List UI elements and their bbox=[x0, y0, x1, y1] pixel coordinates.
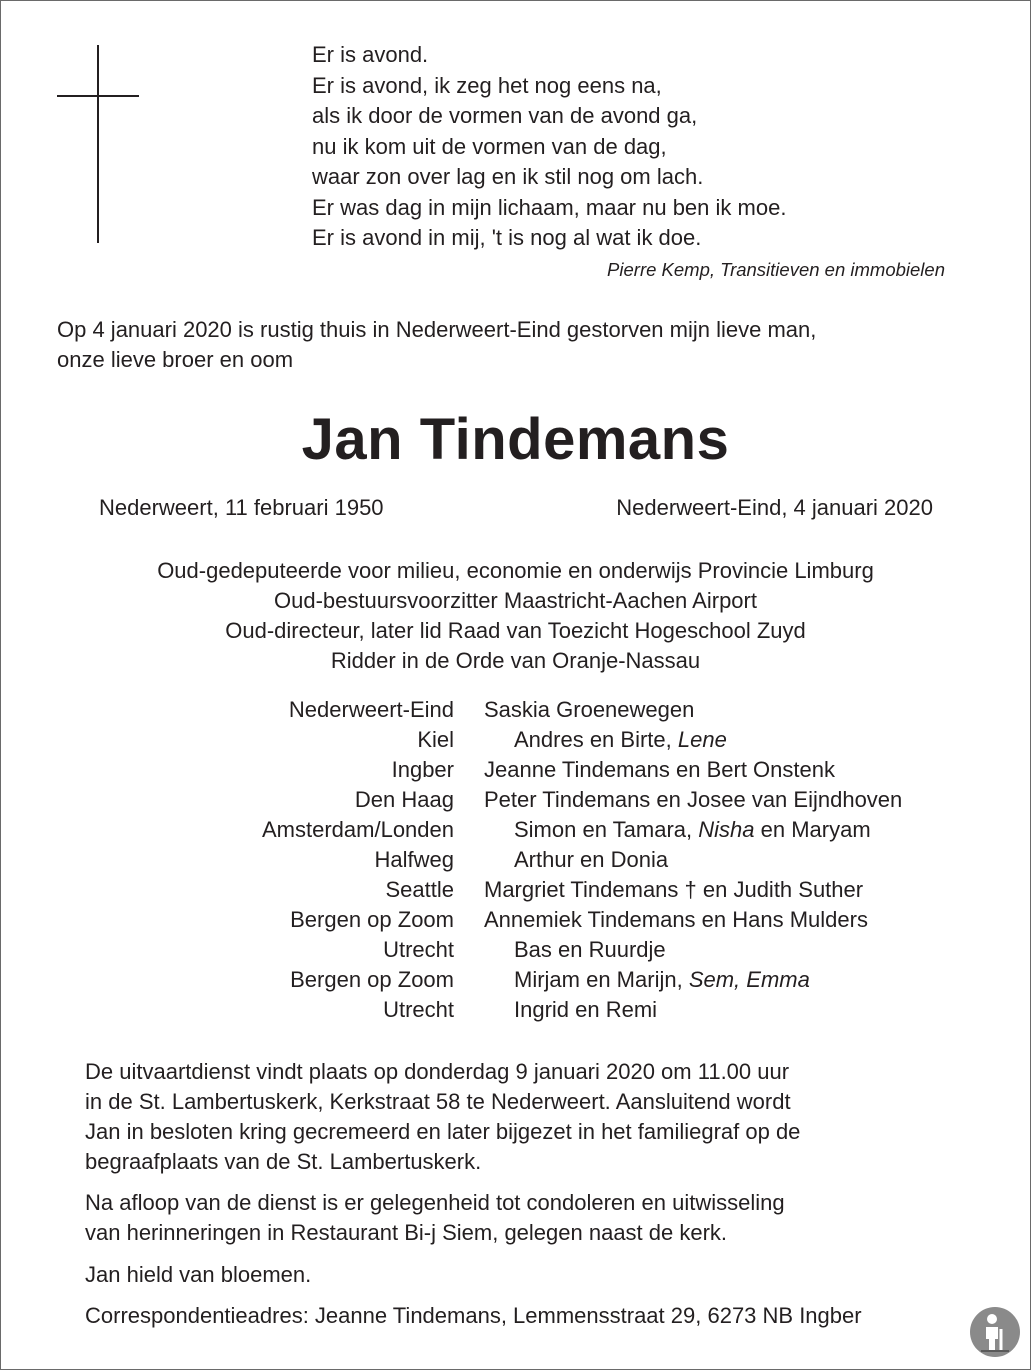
family-place: Kiel bbox=[417, 727, 454, 752]
poem-line: Er is avond. bbox=[312, 42, 429, 67]
poem-line: Er was dag in mijn lichaam, maar nu ben ik moe. bbox=[312, 194, 787, 220]
family-names: Margriet Tindemans † en Judith Suther bbox=[484, 877, 864, 902]
cross-horizontal-bar bbox=[57, 95, 139, 97]
family-row bbox=[0, 725, 1031, 755]
family-place: Halfweg bbox=[374, 847, 454, 872]
family-names: Peter Tindemans en Josee van Eijndhoven bbox=[484, 787, 903, 812]
family-place: Seattle bbox=[385, 877, 454, 902]
poem-line: Er is avond, ik zeg het nog eens na, bbox=[312, 72, 662, 98]
correspondence-address: Correspondentieadres: Jeanne Tindemans, Lemmensstraat 29, 6273 NB Ingber bbox=[85, 1303, 862, 1328]
family-list bbox=[0, 695, 1031, 1025]
family-names: Arthur en Donia bbox=[514, 847, 669, 872]
poem bbox=[312, 40, 786, 254]
family-row bbox=[0, 905, 1031, 935]
family-names: Andres en Birte, Lene bbox=[514, 727, 727, 752]
title-line: Ridder in de Orde van Oranje-Nassau bbox=[330, 648, 701, 673]
condolence-paragraph bbox=[85, 1188, 785, 1248]
grandchild-name: Sem, Emma bbox=[688, 967, 810, 992]
family-place: Amsterdam/Londen bbox=[262, 817, 454, 842]
family-place: Den Haag bbox=[354, 787, 454, 812]
poem-line: Er is avond in mij, 't is nog al wat ik doe. bbox=[312, 225, 702, 250]
poem-line: waar zon over lag en ik stil nog om lach. bbox=[312, 164, 704, 189]
deceased-name: Jan Tindemans bbox=[301, 407, 730, 472]
grandchild-name: Lene bbox=[677, 727, 727, 752]
family-row bbox=[0, 965, 1031, 995]
intro-line: onze lieve broer en oom bbox=[57, 347, 294, 372]
grandchild-name: Nisha bbox=[698, 817, 755, 842]
flowers-note: Jan hield van bloemen. bbox=[85, 1262, 312, 1287]
family-row bbox=[0, 755, 1031, 785]
family-row bbox=[0, 935, 1031, 965]
poem-attribution: Pierre Kemp, Transitieven en immobielen bbox=[607, 259, 945, 280]
title-line: Oud-gedeputeerde voor milieu, economie en onderwijs Provincie Limburg bbox=[157, 558, 874, 583]
service-paragraph bbox=[85, 1057, 800, 1177]
family-row bbox=[0, 815, 1031, 845]
family-names: Jeanne Tindemans en Bert Onstenk bbox=[484, 757, 835, 782]
family-row bbox=[0, 845, 1031, 875]
service-line: in de St. Lambertuskerk, Kerkstraat 58 te Nederweert. Aansluitend wordt bbox=[85, 1089, 791, 1114]
condolence-line: Na afloop van de dienst is er gelegenheid tot condoleren en uitwisseling bbox=[85, 1190, 785, 1215]
family-place: Bergen op Zoom bbox=[290, 907, 454, 932]
intro-line: Op 4 januari 2020 is rustig thuis in Nederweert-Eind gestorven mijn lieve man, bbox=[57, 317, 817, 342]
family-place: Ingber bbox=[391, 757, 454, 782]
birth-place-date: Nederweert, 11 februari 1950 bbox=[99, 495, 384, 520]
title-line: Oud-directeur, later lid Raad van Toezicht Hogeschool Zuyd bbox=[225, 618, 806, 643]
family-place: Utrecht bbox=[383, 937, 454, 962]
intro-text bbox=[57, 315, 816, 375]
cross-vertical-bar bbox=[97, 45, 99, 243]
poem-line: als ik door de vormen van de avond ga, bbox=[312, 103, 698, 128]
person-figure-icon bbox=[970, 1307, 1020, 1357]
family-place: Bergen op Zoom bbox=[290, 967, 454, 992]
service-line: Jan in besloten kring gecremeerd en later bijgezet in het familiegraf op de bbox=[85, 1119, 801, 1144]
service-line: De uitvaartdienst vindt plaats op donderdag 9 januari 2020 om 11.00 uur bbox=[85, 1059, 790, 1084]
family-names: Annemiek Tindemans en Hans Mulders bbox=[484, 907, 868, 932]
service-line: begraafplaats van de St. Lambertuskerk. bbox=[85, 1149, 482, 1174]
family-row bbox=[0, 695, 1031, 725]
family-names: Simon en Tamara, Nisha en Maryam bbox=[514, 817, 871, 842]
family-names: Mirjam en Marijn, Sem, Emma bbox=[514, 967, 810, 992]
family-names: Bas en Ruurdje bbox=[514, 937, 666, 962]
titles-list bbox=[0, 556, 1031, 676]
family-names: Ingrid en Remi bbox=[514, 997, 658, 1022]
poem-line: nu ik kom uit de vormen van de dag, bbox=[312, 133, 667, 159]
family-place: Utrecht bbox=[383, 997, 454, 1022]
death-place-date: Nederweert-Eind, 4 januari 2020 bbox=[616, 495, 933, 520]
family-names: Saskia Groenewegen bbox=[484, 697, 695, 722]
publisher-logo-icon bbox=[970, 1307, 1020, 1357]
family-row bbox=[0, 785, 1031, 815]
family-row bbox=[0, 995, 1031, 1025]
condolence-line: van herinneringen in Restaurant Bi-j Siem, gelegen naast de kerk. bbox=[85, 1220, 728, 1245]
title-line: Oud-bestuursvoorzitter Maastricht-Aachen Airport bbox=[274, 588, 757, 613]
family-row bbox=[0, 875, 1031, 905]
family-place: Nederweert-Eind bbox=[288, 697, 454, 722]
